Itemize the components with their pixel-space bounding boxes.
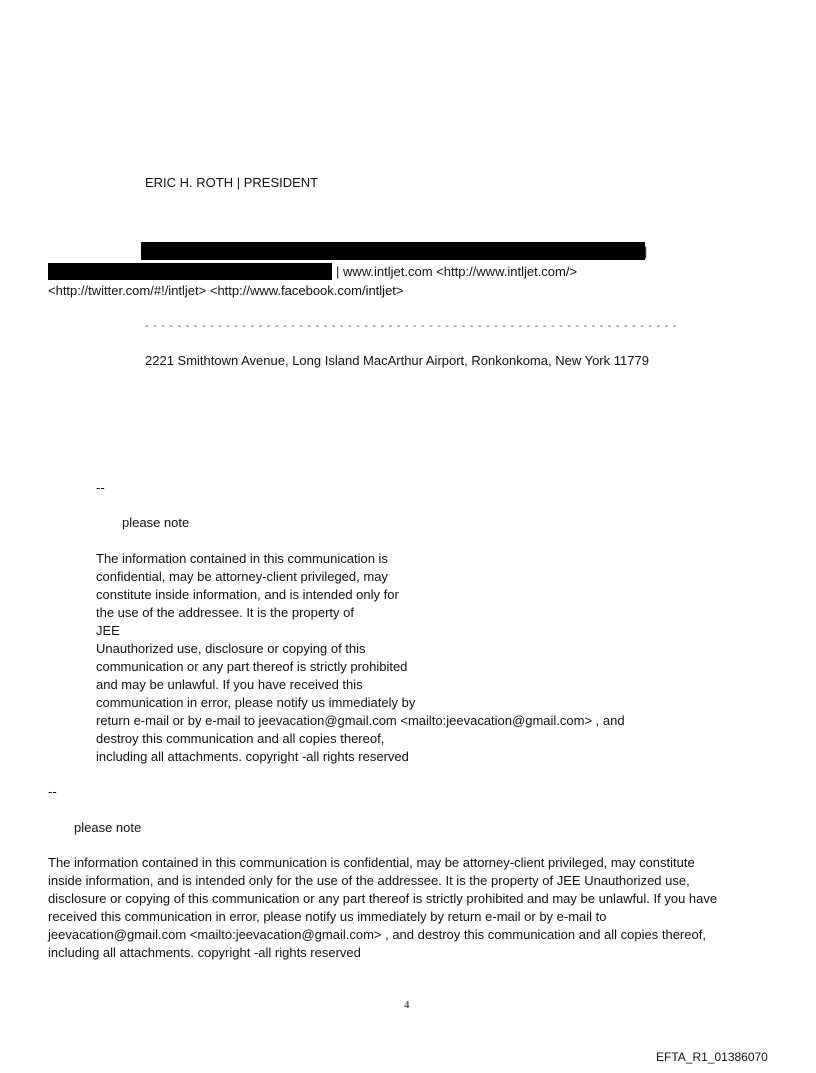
notice1-line: Unauthorized use, disclosure or copying of this xyxy=(96,641,366,656)
notice1-line: communication in error, please notify us immediately by xyxy=(96,695,416,710)
document-id: EFTA_R1_01386070 xyxy=(656,1050,768,1064)
signature-address: 2221 Smithtown Avenue, Long Island MacArthur Airport, Ronkonkoma, New York 11779 xyxy=(145,353,649,368)
notice1-body xyxy=(96,550,625,766)
notice2-heading: please note xyxy=(74,820,142,835)
notice1-line: and may be unlawful. If you have received this xyxy=(96,677,363,692)
signature-website-line: | www.intljet.com <http://www.intljet.com/> xyxy=(336,264,578,279)
signature-name-title: ERIC H. ROTH | PRESIDENT xyxy=(145,175,319,190)
notice1-line: destroy this communication and all copies thereof, xyxy=(96,731,385,746)
notice1-line: JEE xyxy=(96,623,120,638)
notice1-line: constitute inside information, and is intended only for xyxy=(96,587,399,602)
notice2-line: received this communication in error, please notify us immediately by return e-mail or by e-mail to xyxy=(48,909,607,924)
notice1-line: communication or any part thereof is strictly prohibited xyxy=(96,659,408,674)
notice1-line: the use of the addressee. It is the property of xyxy=(96,605,354,620)
signature-line1-tail: | xyxy=(644,244,648,259)
notice1-line: return e-mail or by e-mail to jeevacation@gmail.com <mailto:jeevacation@gmail.com> , and xyxy=(96,713,625,728)
notice1-line: including all attachments. copyright -all rights reserved xyxy=(96,749,409,764)
page-number: 4 xyxy=(404,999,410,1011)
notice2-line: disclosure or copying of this communication or any part thereof is strictly prohibited and may be unlawful. If you have xyxy=(48,891,718,906)
notice2-line: jeevacation@gmail.com <mailto:jeevacation@gmail.com> , and destroy this communication and all copies thereof, xyxy=(48,927,706,942)
notice2-line: including all attachments. copyright -all rights reserved xyxy=(48,945,361,960)
signature-social-links: <http://twitter.com/#!/intljet> <http://www.facebook.com/intljet> xyxy=(48,283,404,298)
signature-divider: - - - - - - - - - - - - - - - - - - - - - - - - - - - - - - - - - - - - - - - - - - - - - - - - - - - - - - - - - - - - - - - - - - xyxy=(145,320,678,332)
notice2-line: inside information, and is intended only for the use of the addressee. It is the property of JEE Unauthorized use, xyxy=(48,873,690,888)
notice1-line: confidential, may be attorney-client privileged, may xyxy=(96,569,388,584)
notice2-body xyxy=(48,854,717,962)
redaction-bar xyxy=(48,263,332,280)
notice1-line: The information contained in this communication is xyxy=(96,551,388,566)
redaction-bar xyxy=(141,242,648,260)
notice1-heading: please note xyxy=(122,515,190,530)
notice1-separator: -- xyxy=(96,480,105,495)
notice2-separator: -- xyxy=(48,784,57,799)
notice2-line: The information contained in this communication is confidential, may be attorney-client privileged, may constitute xyxy=(48,855,695,870)
